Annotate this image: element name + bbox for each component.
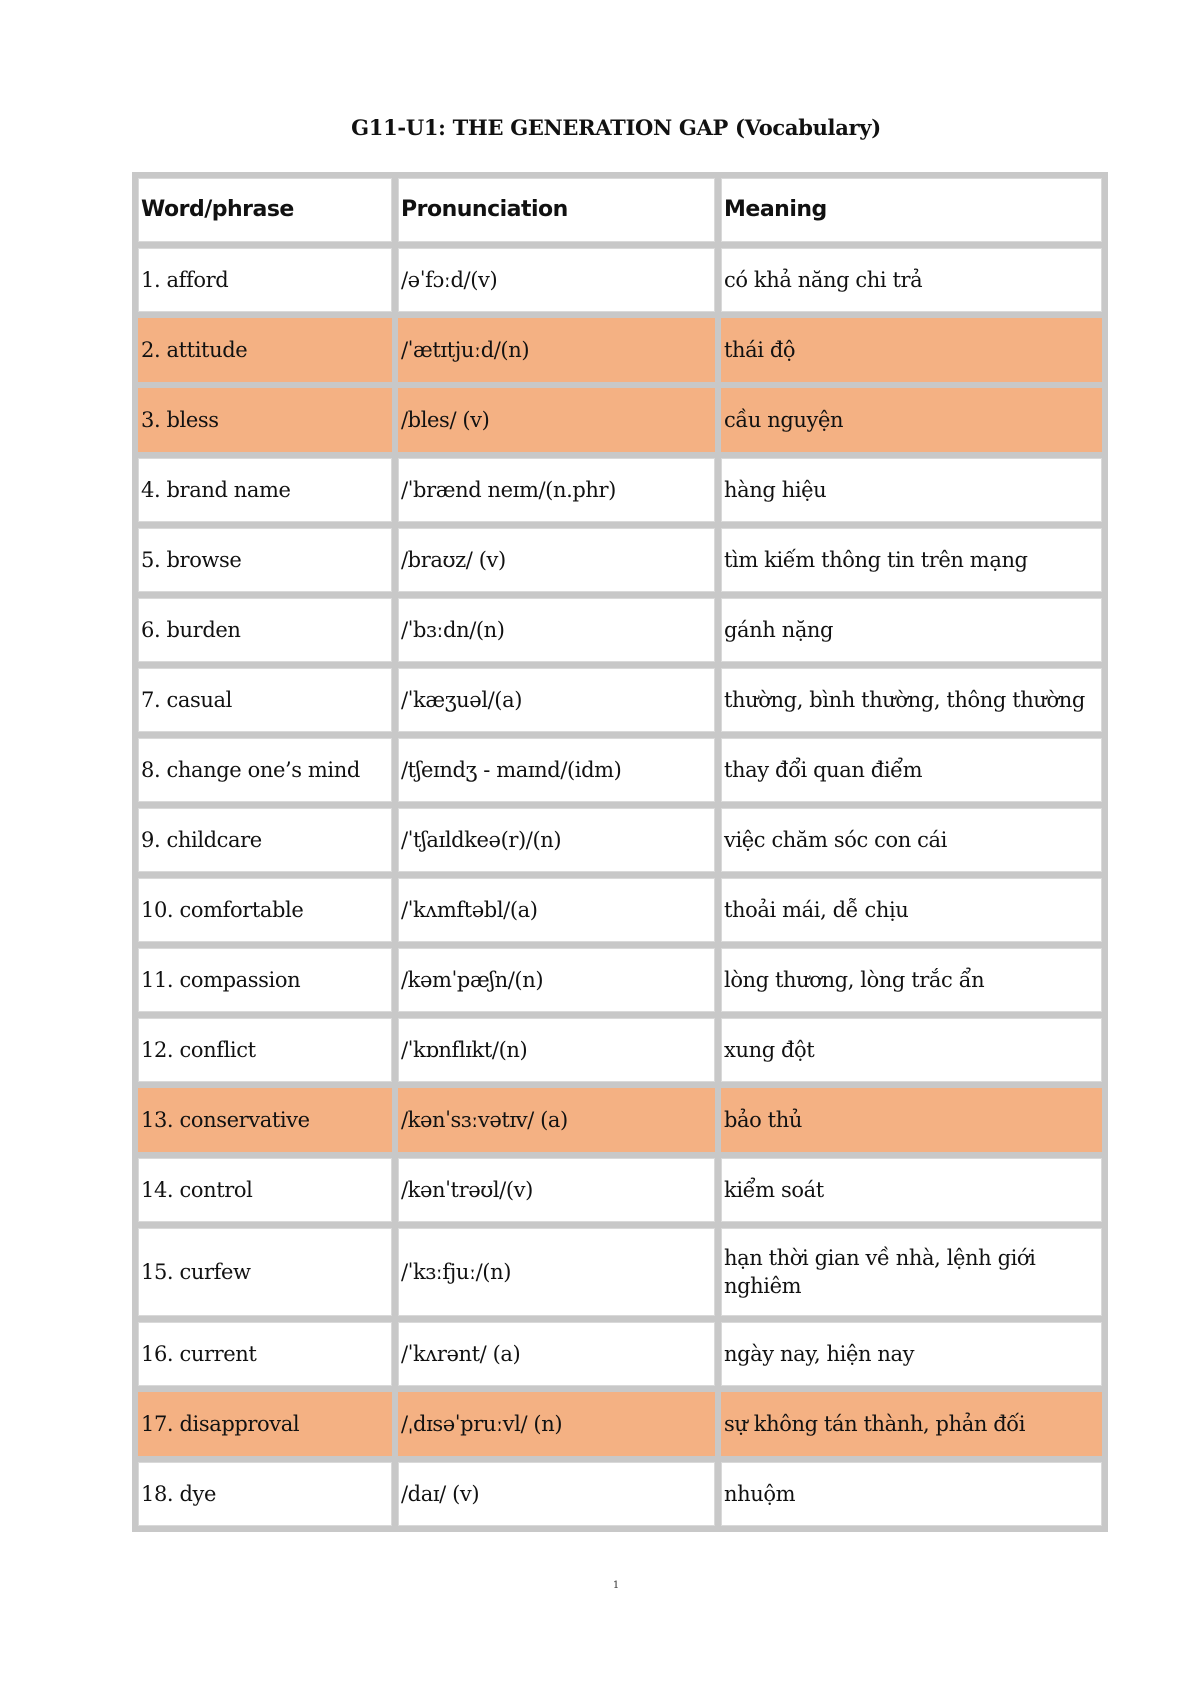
pronunciation-cell: /ˈætɪtjuːd/(n) — [398, 318, 715, 382]
table-row — [138, 598, 1102, 662]
word-cell: 2. attitude — [138, 318, 392, 382]
table-row — [138, 1018, 1102, 1082]
meaning-cell: thường, bình thường, thông thường — [721, 668, 1102, 732]
word-cell: 5. browse — [138, 528, 392, 592]
table-row — [138, 388, 1102, 452]
page-title: G11-U1: THE GENERATION GAP (Vocabulary) — [351, 115, 881, 140]
word-cell: 7. casual — [138, 668, 392, 732]
pronunciation-cell: /braʊz/ (v) — [398, 528, 715, 592]
table-row — [138, 1158, 1102, 1222]
meaning-cell: bảo thủ — [721, 1088, 1102, 1152]
word-cell: 10. comfortable — [138, 878, 392, 942]
vocabulary-table — [132, 172, 1108, 1532]
table-row — [138, 668, 1102, 732]
table-row — [138, 458, 1102, 522]
word-cell: 13. conservative — [138, 1088, 392, 1152]
meaning-cell: thoải mái, dễ chịu — [721, 878, 1102, 942]
header-word-phrase: Word/phrase — [138, 178, 392, 242]
table-row — [138, 248, 1102, 312]
table-row — [138, 1228, 1102, 1316]
word-cell: 4. brand name — [138, 458, 392, 522]
pronunciation-cell: /kəmˈpæʃn/(n) — [398, 948, 715, 1012]
meaning-cell: thái độ — [721, 318, 1102, 382]
vocabulary-rows — [138, 248, 1102, 1526]
meaning-cell: lòng thương, lòng trắc ẩn — [721, 948, 1102, 1012]
word-cell: 16. current — [138, 1322, 392, 1386]
pronunciation-cell: /ˈkʌrənt/ (a) — [398, 1322, 715, 1386]
pronunciation-cell: /ˌdɪsəˈpruːvl/ (n) — [398, 1392, 715, 1456]
word-cell: 14. control — [138, 1158, 392, 1222]
word-cell: 17. disapproval — [138, 1392, 392, 1456]
pronunciation-cell: /tʃeɪndʒ - maɪnd/(idm) — [398, 738, 715, 802]
meaning-cell: hạn thời gian về nhà, lệnh giới nghiêm — [721, 1228, 1102, 1316]
table-row — [138, 878, 1102, 942]
pronunciation-cell: /kənˈtrəʊl/(v) — [398, 1158, 715, 1222]
header-meaning: Meaning — [721, 178, 1102, 242]
header-pronunciation: Pronunciation — [398, 178, 715, 242]
pronunciation-cell: /ˈkɜːfjuː/(n) — [398, 1228, 715, 1316]
word-cell: 6. burden — [138, 598, 392, 662]
meaning-cell: xung đột — [721, 1018, 1102, 1082]
table-row — [138, 738, 1102, 802]
meaning-cell: thay đổi quan điểm — [721, 738, 1102, 802]
word-cell: 11. compassion — [138, 948, 392, 1012]
page-number: 1 — [612, 1580, 620, 1591]
table-row — [138, 528, 1102, 592]
meaning-cell: tìm kiếm thông tin trên mạng — [721, 528, 1102, 592]
meaning-cell: có khả năng chi trả — [721, 248, 1102, 312]
table-row — [138, 808, 1102, 872]
meaning-cell: hàng hiệu — [721, 458, 1102, 522]
word-cell: 12. conflict — [138, 1018, 392, 1082]
pronunciation-cell: /ˈtʃaɪldkeə(r)/(n) — [398, 808, 715, 872]
pronunciation-cell: /ˈbrænd neɪm/(n.phr) — [398, 458, 715, 522]
meaning-cell: nhuộm — [721, 1462, 1102, 1526]
word-cell: 1. afford — [138, 248, 392, 312]
pronunciation-cell: /əˈfɔːd/(v) — [398, 248, 715, 312]
pronunciation-cell: /ˈbɜːdn/(n) — [398, 598, 715, 662]
word-cell: 9. childcare — [138, 808, 392, 872]
word-cell: 3. bless — [138, 388, 392, 452]
meaning-cell: sự không tán thành, phản đối — [721, 1392, 1102, 1456]
meaning-cell: cầu nguyện — [721, 388, 1102, 452]
pronunciation-cell: /ˈkæʒuəl/(a) — [398, 668, 715, 732]
meaning-cell: ngày nay, hiện nay — [721, 1322, 1102, 1386]
word-cell: 18. dye — [138, 1462, 392, 1526]
pronunciation-cell: /bles/ (v) — [398, 388, 715, 452]
pronunciation-cell: /daɪ/ (v) — [398, 1462, 715, 1526]
table-row — [138, 1392, 1102, 1456]
pronunciation-cell: /ˈkʌmftəbl/(a) — [398, 878, 715, 942]
table-row — [138, 1462, 1102, 1526]
table-row — [138, 318, 1102, 382]
pronunciation-cell: /kənˈsɜːvətɪv/ (a) — [398, 1088, 715, 1152]
table-header-row — [138, 178, 1102, 242]
pronunciation-cell: /ˈkɒnflɪkt/(n) — [398, 1018, 715, 1082]
word-cell: 8. change one’s mind — [138, 738, 392, 802]
meaning-cell: việc chăm sóc con cái — [721, 808, 1102, 872]
table-row — [138, 1322, 1102, 1386]
table-row — [138, 948, 1102, 1012]
meaning-cell: kiểm soát — [721, 1158, 1102, 1222]
meaning-cell: gánh nặng — [721, 598, 1102, 662]
table-row — [138, 1088, 1102, 1152]
word-cell: 15. curfew — [138, 1228, 392, 1316]
